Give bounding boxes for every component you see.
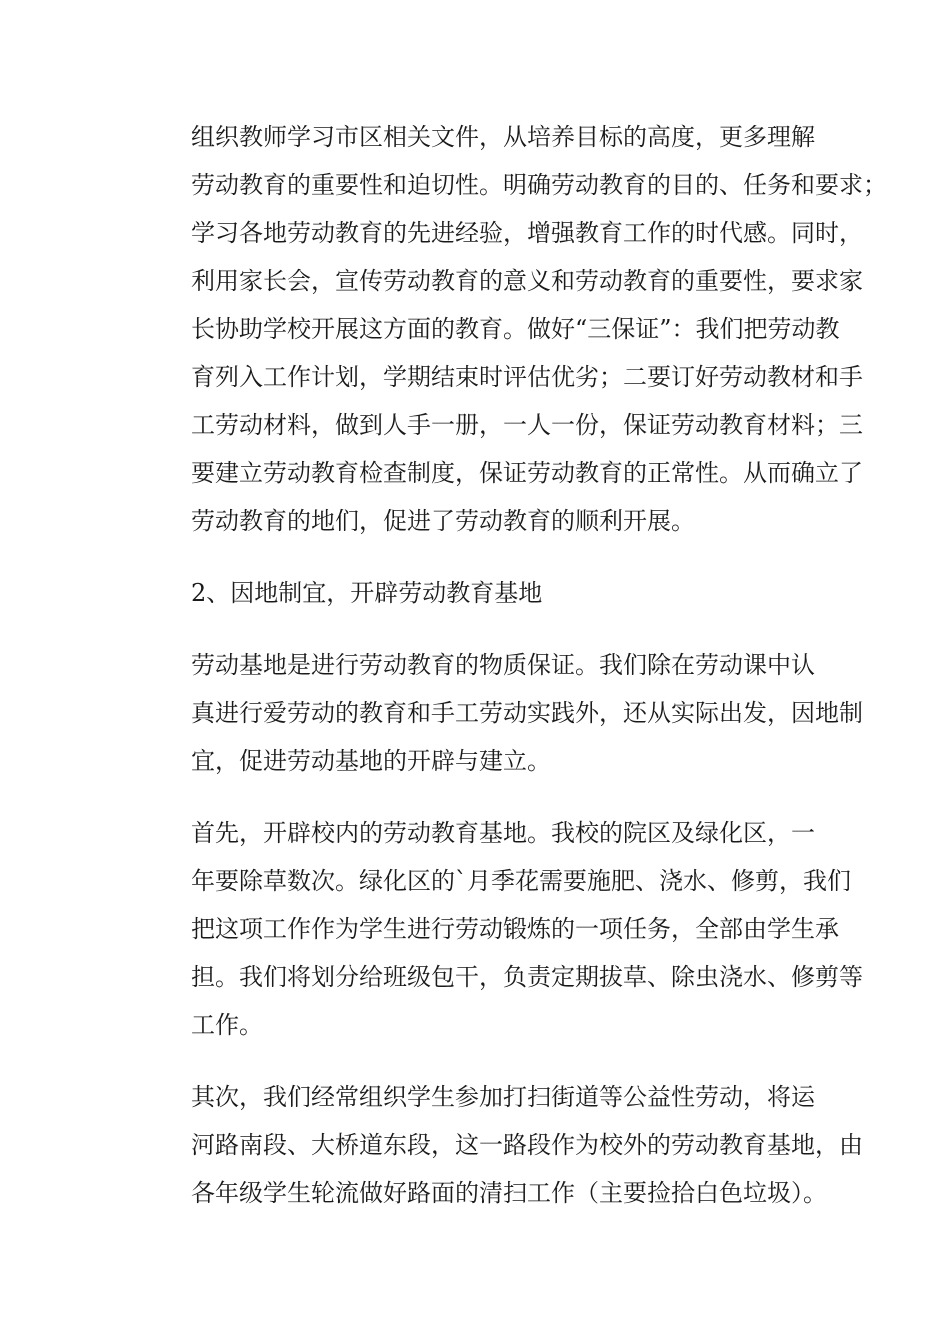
text-line: 把这项工作作为学生进行劳动锻炼的一项任务，全部由学生承 <box>191 915 839 943</box>
text-line: 长协助学校开展这方面的教育。做好“三保证”：我们把劳动教 <box>191 315 840 343</box>
text-line: 组织教师学习市区相关文件，从培养目标的高度，更多理解 <box>191 123 815 151</box>
section-heading <box>143 569 813 617</box>
text-line: 宜，促进劳动基地的开辟与建立。 <box>191 747 551 775</box>
text-line: 利用家长会，宣传劳动教育的意义和劳动教育的重要性，要求家 <box>191 267 863 295</box>
text-line: 育列入工作计划，学期结束时评估优劣；二要订好劳动教材和手 <box>191 363 863 391</box>
text-line: 首先，开辟校内的劳动教育基地。我校的院区及绿化区，一 <box>191 819 815 847</box>
paragraph-teacher-study <box>143 113 887 545</box>
text-line: 担。我们将划分给班级包干，负责定期拔草、除虫浇水、修剪等 <box>191 963 863 991</box>
text-line: 劳动基地是进行劳动教育的物质保证。我们除在劳动课中认 <box>191 651 815 679</box>
text-line: 劳动教育的地们，促进了劳动教育的顺利开展。 <box>191 507 695 535</box>
text-line: 其次，我们经常组织学生参加打扫街道等公益性劳动，将运 <box>191 1083 815 1111</box>
section-heading-text: 2、因地制宜，开辟劳动教育基地 <box>191 579 543 607</box>
text-line: 学习各地劳动教育的先进经验，增强教育工作的时代感。同时， <box>191 219 863 247</box>
text-line: 要建立劳动教育检查制度，保证劳动教育的正常性。从而确立了 <box>191 459 863 487</box>
text-line: 各年级学生轮流做好路面的清扫工作（主要捡拾白色垃圾）。 <box>191 1179 827 1207</box>
text-line: 年要除草数次。绿化区的`月季花需要施肥、浇水、修剪，我们 <box>191 867 851 895</box>
paragraph-campus-base <box>143 809 863 1049</box>
text-line: 真进行爱劳动的教育和手工劳动实践外，还从实际出发，因地制 <box>191 699 863 727</box>
text-line: 工劳动材料，做到人手一册，一人一份，保证劳动教育材料；三 <box>191 411 863 439</box>
text-line: 劳动教育的重要性和迫切性。明确劳动教育的目的、任务和要求； <box>191 171 887 199</box>
paragraph-labor-base <box>143 641 863 785</box>
text-line: 河路南段、大桥道东段，这一路段作为校外的劳动教育基地，由 <box>191 1131 863 1159</box>
text-line: 工作。 <box>191 1011 263 1039</box>
document-body <box>143 113 887 1241</box>
paragraph-offcampus-base <box>143 1073 863 1217</box>
